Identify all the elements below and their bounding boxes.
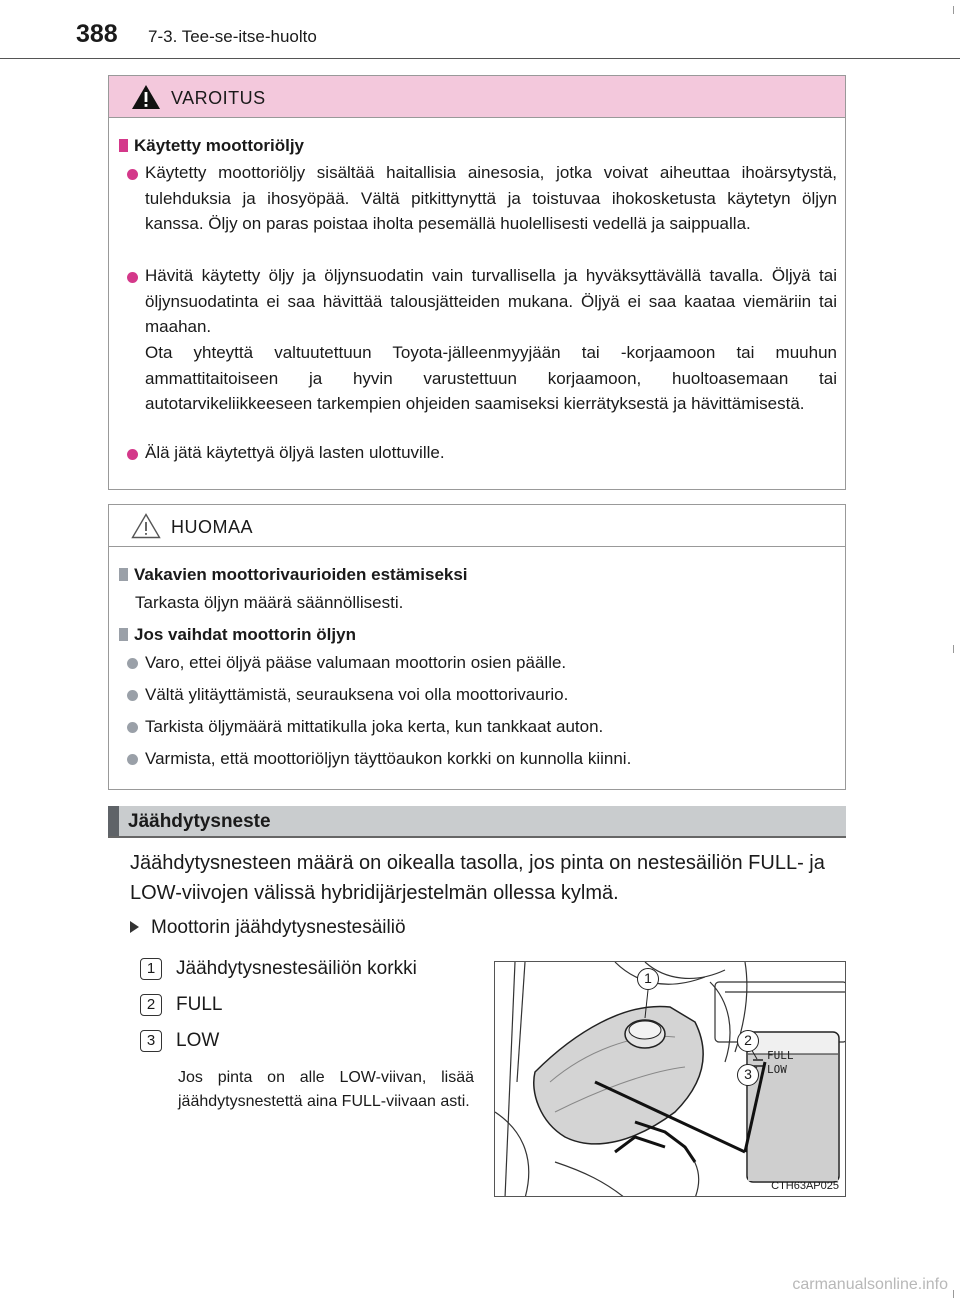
notice-bullet: Vältä ylitäyttämistä, seurauksena voi olla moottorivaurio. bbox=[145, 685, 569, 704]
warning-title: VAROITUS bbox=[171, 88, 266, 108]
notice-text: Tarkasta öljyn määrä säännöllisesti. bbox=[135, 593, 404, 612]
section-band-bar bbox=[108, 806, 119, 836]
bullet-icon bbox=[127, 449, 138, 460]
numbered-item bbox=[140, 1030, 219, 1052]
number-badge: 2 bbox=[140, 994, 162, 1016]
notice-heading-text: Vakavien moottorivaurioiden estämiseksi bbox=[134, 565, 468, 584]
square-bullet-icon bbox=[119, 139, 128, 152]
bullet-icon bbox=[127, 722, 138, 733]
number-badge: 3 bbox=[140, 1030, 162, 1052]
warning-bullet: Hävitä käytetty öljy ja öljynsuodatin vain turvallisella ja hyväksyttävällä tavalla. Öljyä tai öljynsuodatinta ei saa hävittää talousjätteiden mukana. Öljyä ei saa kaataa viemäriin tai maahan. bbox=[145, 266, 837, 337]
notice-heading bbox=[119, 565, 468, 585]
coolant-body-text: Jäähdytysnesteen määrä on oikealla tasolla, jos pinta on nestesäiliön FULL- ja LOW-viivojen välissä hybridijärjestelmän ollessa kylmä. bbox=[130, 852, 825, 904]
numbered-item-label: Jäähdytysnestesäiliön korkki bbox=[176, 958, 417, 979]
crop-mark bbox=[953, 1290, 954, 1298]
crop-mark bbox=[953, 645, 954, 653]
section-band-title: Jäähdytysneste bbox=[128, 811, 271, 832]
figure-full-mark: FULL bbox=[767, 1049, 794, 1062]
figure-callout: 2 bbox=[737, 1030, 759, 1052]
warning-heading-text: Käytetty moottoriöljy bbox=[134, 136, 305, 155]
notice-bullet: Varo, ettei öljyä pääse valumaan moottorin osien päälle. bbox=[145, 653, 567, 672]
warning-box bbox=[108, 75, 846, 490]
watermark: carmanualsonline.info bbox=[792, 1276, 948, 1293]
notice-heading bbox=[119, 625, 356, 645]
figure-callout: 1 bbox=[637, 968, 659, 990]
notice-heading-text: Jos vaihdat moottorin öljyn bbox=[134, 625, 356, 644]
number-badge: 1 bbox=[140, 958, 162, 980]
page-header bbox=[0, 0, 960, 60]
figure-code: CTH63AP025 bbox=[771, 1180, 839, 1192]
coolant-reservoir-figure bbox=[494, 961, 846, 1197]
bullet-icon bbox=[127, 169, 138, 180]
warning-icon bbox=[131, 84, 161, 110]
notice-bullet: Varmista, että moottoriöljyn täyttöaukon korkki on kunnolla kiinni. bbox=[145, 749, 632, 768]
notice-bullet: Tarkista öljymäärä mittatikulla joka kerta, kun tankkaat auton. bbox=[145, 717, 604, 736]
notice-box bbox=[108, 504, 846, 790]
subheading-text: Moottorin jäähdytysnestesäiliö bbox=[151, 917, 406, 938]
numbered-item bbox=[140, 958, 417, 980]
figure-callout: 3 bbox=[737, 1064, 759, 1086]
warning-bullet: Käytetty moottoriöljy sisältää haitallisia ainesosia, jotka voivat aiheuttaa ihoärsytystä, tulehduksia ja ihosyöpää. Vältä pitkittynyttä ja toistuvaa ihokosketusta käytetyn öljyn kanssa. Öljy on paras poistaa iholta pesemällä huolellisesti vedellä ja saippualla. bbox=[145, 163, 837, 234]
header-rule bbox=[0, 58, 960, 59]
notice-title: HUOMAA bbox=[171, 517, 254, 537]
square-bullet-icon bbox=[119, 568, 128, 581]
numbered-item bbox=[140, 994, 222, 1016]
section-title: 7-3. Tee-se-itse-huolto bbox=[148, 27, 317, 46]
page-number: 388 bbox=[76, 20, 118, 48]
numbered-item-label: LOW bbox=[176, 1030, 220, 1051]
crop-mark bbox=[953, 6, 954, 14]
bullet-icon bbox=[127, 690, 138, 701]
section-band bbox=[108, 806, 846, 838]
bullet-icon bbox=[127, 272, 138, 283]
warning-heading bbox=[119, 136, 304, 156]
subheading bbox=[130, 917, 406, 939]
caution-icon bbox=[131, 513, 161, 539]
arrow-icon bbox=[130, 921, 139, 933]
bullet-icon bbox=[127, 754, 138, 765]
bullet-icon bbox=[127, 658, 138, 669]
engine-bay-illustration bbox=[495, 962, 846, 1197]
warning-bullet: Älä jätä käytettyä öljyä lasten ulottuville. bbox=[145, 443, 445, 462]
warning-bullet-continued: Ota yhteyttä valtuutettuun Toyota-jälleenmyyjään tai -korjaamoon tai muuhun ammattitaitoiseen ja hyvin varustettuun korjaamoon, huoltoasemaan tai autotarvikeliikkeeseen tarkempien ohjeiden saamiseksi kierrätyksestä ja hävittämisestä. bbox=[145, 343, 837, 414]
warning-header bbox=[109, 76, 845, 118]
notice-header bbox=[109, 505, 845, 547]
square-bullet-icon bbox=[119, 628, 128, 641]
numbered-item-label: FULL bbox=[176, 994, 223, 1015]
refill-note: Jos pinta on alle LOW-viivan, lisää jäähdytysnestettä aina FULL-viivaan asti. bbox=[178, 1069, 474, 1110]
figure-low-mark: LOW bbox=[767, 1063, 787, 1076]
